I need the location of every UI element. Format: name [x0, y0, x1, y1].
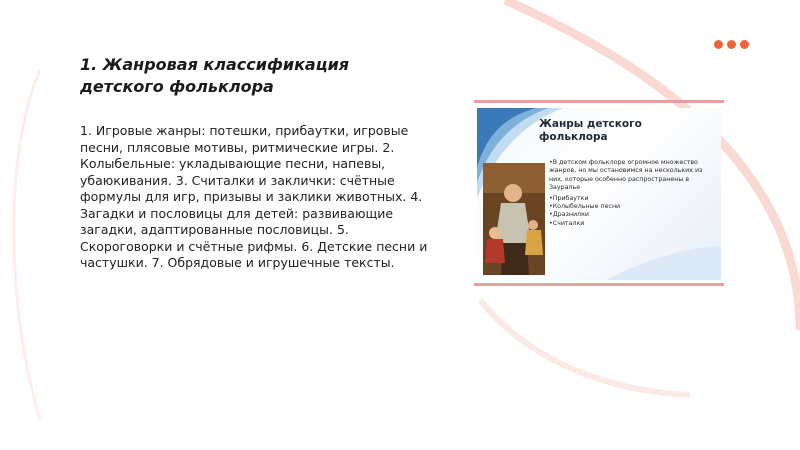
top-divider [474, 100, 724, 103]
thumbnail-title: Жанры детского фольклора [539, 118, 642, 143]
slide-body-text: 1. Игровые жанры: потешки, прибаутки, игровые песни, плясовые мотивы, ритмические игры. 2. Колыбельные: укладывающие песни, напевы, убаюкивания. 3. Считалки и заклички: счётные формулы для игр, призывы и заклики животных. 4. Загадки и пословицы для детей: развивающие загадки, адаптированные пословицы. 5. Скороговорки и счётные рифмы. 6. Детские песни и частушки. 7. Обрядовые и игрушечные тексты. [80, 123, 428, 270]
dot-icon [727, 40, 736, 49]
slide-title: 1. Жанровая классификация детского фольклора [80, 55, 350, 96]
list-item: •Прибаутки [549, 194, 589, 202]
three-dots-icon [714, 40, 749, 49]
dot-icon [714, 40, 723, 49]
dot-icon [740, 40, 749, 49]
list-item: •Дразнилки [549, 211, 589, 219]
list-item: •Считалки [549, 219, 585, 227]
list-item: •Колыбельные песни [549, 203, 621, 211]
folk-painting-image [483, 163, 545, 275]
slide-thumbnail [477, 108, 721, 280]
bottom-divider [474, 283, 724, 286]
list-item: •В детском фольклоре огромное множество жанров, но мы остановимся на нескольких из них, которые особенно распространены в Зауралье [549, 159, 703, 192]
slide-thumbnail-frame [474, 100, 724, 290]
thumbnail-list [549, 159, 717, 228]
